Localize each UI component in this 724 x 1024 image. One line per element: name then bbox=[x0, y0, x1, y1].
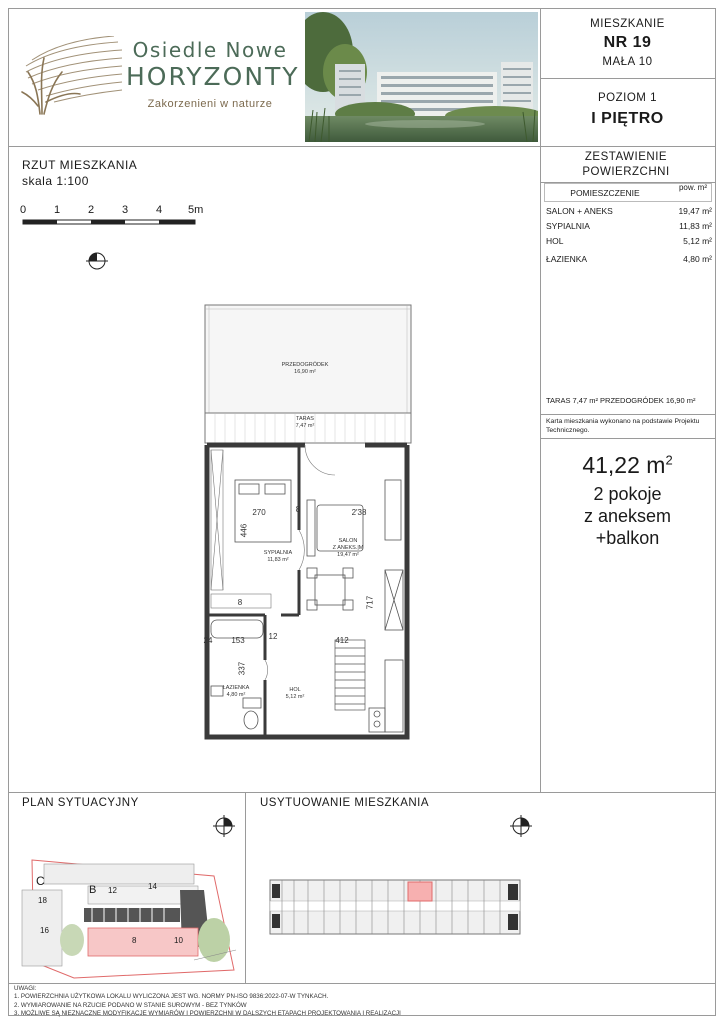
total-area-sup: 2 bbox=[665, 452, 673, 468]
dim-8a: 8 bbox=[295, 505, 301, 514]
bottom-middle-divider bbox=[245, 792, 246, 983]
dim-717: 717 bbox=[365, 595, 375, 610]
header-divider bbox=[8, 146, 716, 147]
garden-area-label: 16,90 m² bbox=[294, 369, 316, 375]
site-label-8: 8 bbox=[132, 936, 137, 945]
col-area-header: pow. m² bbox=[678, 183, 707, 192]
scale-tick-label: 5m bbox=[188, 204, 204, 216]
summary-bottom-divider bbox=[540, 414, 716, 415]
hall-label: HOL bbox=[289, 687, 301, 693]
terrace-area-label: 7,47 m² bbox=[295, 423, 315, 429]
tree-logo-icon bbox=[18, 36, 128, 116]
garden-label: PRZEDOGRÓDEK bbox=[281, 362, 329, 368]
dim-337: 337 bbox=[237, 661, 247, 676]
building-floor-plan bbox=[268, 876, 524, 938]
scale-tick-label: 3 bbox=[122, 204, 129, 216]
desc-rooms: 2 pokoje bbox=[593, 484, 662, 504]
room-name: ŁAZIENKA bbox=[546, 254, 588, 264]
scale-bar bbox=[22, 218, 197, 228]
dim-446: 446 bbox=[239, 523, 249, 538]
stairs bbox=[335, 640, 365, 710]
room-name: SYPIALNIA bbox=[546, 221, 590, 231]
bottom-section-divider bbox=[8, 792, 716, 793]
site-label-b: B bbox=[89, 884, 97, 896]
site-label-14: 14 bbox=[148, 882, 157, 891]
scale-tick-label: 1 bbox=[54, 204, 61, 216]
living-area-label: 19,47 m² bbox=[337, 552, 359, 558]
note-divider bbox=[540, 438, 716, 439]
site-label-18: 18 bbox=[38, 896, 47, 905]
hero-render-image bbox=[305, 12, 538, 142]
desc-annex: z aneksem bbox=[583, 506, 672, 526]
highlighted-apartment bbox=[408, 882, 432, 901]
dim-153: 153 bbox=[231, 636, 245, 645]
summary-note: Karta mieszkania wykonano na podstawie Projektu Technicznego. bbox=[546, 418, 700, 434]
location-title: USYTUOWANIE MIESZKANIA bbox=[260, 797, 430, 809]
room-name: HOL bbox=[546, 236, 564, 246]
room-area: 4,80 m² bbox=[683, 254, 712, 264]
apartment-street: MAŁA 10 bbox=[602, 56, 653, 68]
bedroom-area-label: 11,83 m² bbox=[267, 557, 289, 563]
living-label: SALON bbox=[338, 538, 358, 544]
terrace-label: TARAS bbox=[296, 416, 314, 422]
plan-title: RZUT MIESZKANIA bbox=[22, 158, 138, 172]
kitchen bbox=[369, 660, 403, 732]
desc-balcony: +balkon bbox=[595, 528, 660, 548]
room-row bbox=[546, 206, 712, 217]
location-north-icon bbox=[510, 815, 532, 837]
apartment-number: NR 19 bbox=[603, 34, 652, 51]
dim-238: 2'38 bbox=[351, 508, 367, 517]
scale-tick-label: 2 bbox=[88, 204, 95, 216]
dim-24: 24 bbox=[203, 636, 213, 645]
situation-map bbox=[14, 850, 242, 980]
site-label-16: 16 bbox=[40, 926, 49, 935]
total-area bbox=[536, 452, 719, 479]
notes-title: UWAGI: bbox=[14, 985, 37, 992]
summary-title bbox=[536, 150, 716, 180]
apartment-label: MIESZKANIE bbox=[590, 18, 665, 30]
room-area: 11,83 m² bbox=[679, 221, 712, 231]
site-label-10: 10 bbox=[174, 936, 183, 945]
situation-north-icon bbox=[213, 815, 235, 837]
note-3: 3. MOŻLIWE SĄ NIEZNACZNE MODYFIKACJE WYMIARÓW I POWIERZCHNI W DALSZYCH ETAPACH PROJEKTOWANIA I REALIZACJI bbox=[14, 1010, 401, 1018]
bath-label: ŁAZIENKA bbox=[222, 685, 250, 691]
hall-area-label: 5,12 m² bbox=[285, 694, 305, 700]
dim-270: 270 bbox=[252, 508, 266, 517]
notes-block bbox=[14, 985, 714, 1019]
note-1: 1. POWIERZCHNIA UŻYTKOWA LOKALU WYLICZONA JEST WG. NORMY PN-ISO 9836:2022-07-W TYNKACH. bbox=[14, 993, 329, 1001]
room-row bbox=[546, 221, 712, 232]
room-area: 19,47 m² bbox=[678, 206, 712, 216]
dim-8b: 8 bbox=[237, 598, 243, 607]
brand-tagline: Zakorzenieni w naturze bbox=[147, 98, 273, 110]
bedroom-label: SYPIALNIA bbox=[263, 550, 293, 556]
situation-title: PLAN SYTUACYJNY bbox=[22, 797, 139, 809]
extras-line: TARAS 7,47 m² PRZEDOGRÓDEK 16,90 m² bbox=[546, 396, 696, 405]
brand-line1: Osiedle Nowe bbox=[132, 38, 288, 62]
north-arrow-icon bbox=[86, 250, 108, 272]
dim-412: 412 bbox=[335, 636, 349, 645]
floor-label: I PIĘTRO bbox=[591, 110, 664, 127]
note-2: 2. WYMIAROWANIE NA RZUCIE PODANO W STANIE SUROWYM - BEZ TYNKÓW bbox=[14, 1001, 247, 1009]
site-label-12: 12 bbox=[108, 886, 117, 895]
brand-line2: HORYZONTY bbox=[126, 62, 300, 91]
room-area: 5,12 m² bbox=[683, 236, 712, 246]
room-row bbox=[546, 254, 712, 265]
total-area-value: 41,22 m bbox=[582, 452, 666, 478]
living-label-2: Z ANEKS.|M bbox=[332, 545, 364, 551]
level-label: POZIOM 1 bbox=[598, 92, 657, 104]
right-header-divider bbox=[540, 78, 716, 79]
site-label-c: C bbox=[36, 874, 45, 888]
col-room-header: POMIESZCZENIE bbox=[570, 188, 640, 198]
summary-title-text: ZESTAWIENIE POWIERZCHNI bbox=[582, 151, 670, 178]
garden-area bbox=[205, 305, 411, 413]
scale-tick-label: 0 bbox=[20, 204, 27, 216]
notes-divider bbox=[8, 983, 716, 984]
room-name: SALON + ANEKS bbox=[546, 206, 613, 216]
scale-tick-label: 4 bbox=[156, 204, 163, 216]
bath-area-label: 4,80 m² bbox=[226, 692, 246, 698]
room-row bbox=[546, 236, 712, 247]
plan-scale: skala 1:100 bbox=[22, 174, 89, 188]
brand-logo bbox=[18, 36, 128, 116]
dim-12: 12 bbox=[268, 632, 278, 641]
